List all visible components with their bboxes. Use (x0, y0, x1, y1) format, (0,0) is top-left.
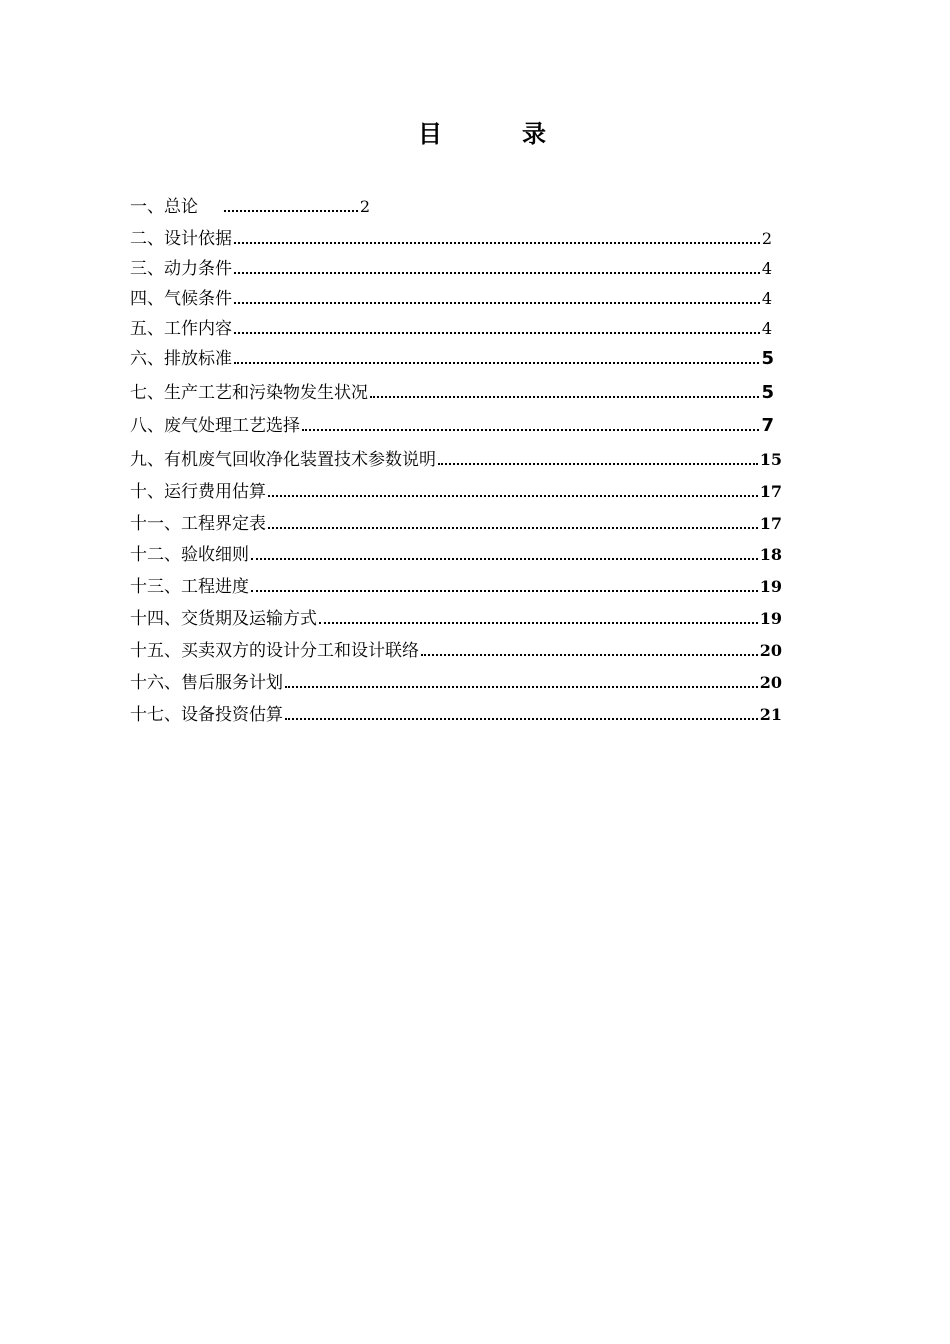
dot-leader (268, 527, 758, 529)
toc-entry-page: 2 (761, 229, 772, 248)
dot-leader (370, 396, 759, 398)
toc-entry-label: 十七、设备投资估算 (130, 705, 283, 725)
toc-entry-3[interactable] (130, 257, 772, 281)
toc-entry-label: 十四、交货期及运输方式 (130, 609, 317, 629)
toc-entry-16[interactable] (130, 671, 782, 695)
dot-leader (251, 558, 758, 560)
toc-entry-10[interactable] (130, 480, 782, 504)
toc-entry-page: 20 (759, 641, 782, 660)
toc-entry-label: 四、气候条件 (130, 289, 232, 309)
toc-entry-12[interactable] (130, 543, 782, 567)
toc-entry-page: 5 (761, 348, 774, 369)
toc-entry-4[interactable] (130, 287, 772, 311)
toc-entry-11[interactable] (130, 512, 782, 536)
dot-leader (285, 718, 758, 720)
toc-entry-page: 18 (759, 545, 782, 564)
toc-entry-label: 一、总论 (130, 197, 198, 217)
toc-entry-label: 十一、工程界定表 (130, 514, 266, 534)
toc-entry-8[interactable] (130, 414, 774, 438)
dot-leader (234, 332, 760, 334)
toc-entry-13[interactable] (130, 575, 782, 599)
toc-entry-label: 六、排放标准 (130, 349, 232, 369)
toc-entry-label: 十二、验收细则 (130, 545, 249, 565)
toc-entry-page: 15 (759, 450, 782, 469)
toc-entry-label: 十三、工程进度 (130, 577, 249, 597)
dot-leader (421, 654, 758, 656)
toc-entry-page: 20 (759, 673, 782, 692)
toc-entry-17[interactable] (130, 703, 782, 727)
toc-entry-5[interactable] (130, 317, 772, 341)
toc-entry-label: 二、设计依据 (130, 229, 232, 249)
toc-entry-label: 九、有机废气回收净化装置技术参数说明 (130, 450, 436, 470)
toc-entry-page: 2 (359, 197, 370, 216)
dot-leader (234, 362, 759, 364)
dot-leader (234, 272, 760, 274)
toc-entry-9[interactable] (130, 448, 782, 472)
page-title: 目 录 (418, 120, 574, 148)
toc-entry-label: 十、运行费用估算 (130, 482, 266, 502)
toc-entry-2[interactable] (130, 227, 772, 251)
dot-leader (438, 463, 758, 465)
toc-entry-page: 4 (761, 319, 772, 338)
dot-leader (319, 622, 758, 624)
dot-leader (251, 590, 758, 592)
toc-entry-6[interactable] (130, 347, 774, 371)
toc-entry-page: 17 (759, 482, 782, 501)
dot-leader (234, 302, 760, 304)
toc-entry-page: 17 (759, 514, 782, 533)
toc-entry-page: 4 (761, 259, 772, 278)
dot-leader (285, 686, 758, 688)
dot-leader (302, 429, 759, 431)
toc-entry-label: 七、生产工艺和污染物发生状况 (130, 383, 368, 403)
toc-entry-page: 7 (761, 415, 774, 436)
toc-entry-label: 八、废气处理工艺选择 (130, 416, 300, 436)
toc-entry-page: 5 (761, 382, 774, 403)
toc-entry-page: 19 (759, 577, 782, 596)
dot-leader (234, 242, 760, 244)
dot-leader (268, 495, 758, 497)
toc-entry-1[interactable] (130, 195, 370, 219)
toc-entry-label: 三、动力条件 (130, 259, 232, 279)
toc-entry-page: 4 (761, 289, 772, 308)
toc-entry-label: 十六、售后服务计划 (130, 673, 283, 693)
toc-entry-14[interactable] (130, 607, 782, 631)
toc-entry-label: 五、工作内容 (130, 319, 232, 339)
toc-entry-page: 21 (759, 705, 782, 724)
toc-entry-15[interactable] (130, 639, 782, 663)
toc-entry-label: 十五、买卖双方的设计分工和设计联络 (130, 641, 419, 661)
toc-entry-7[interactable] (130, 381, 774, 405)
toc-entry-page: 19 (759, 609, 782, 628)
dot-leader (224, 210, 358, 212)
